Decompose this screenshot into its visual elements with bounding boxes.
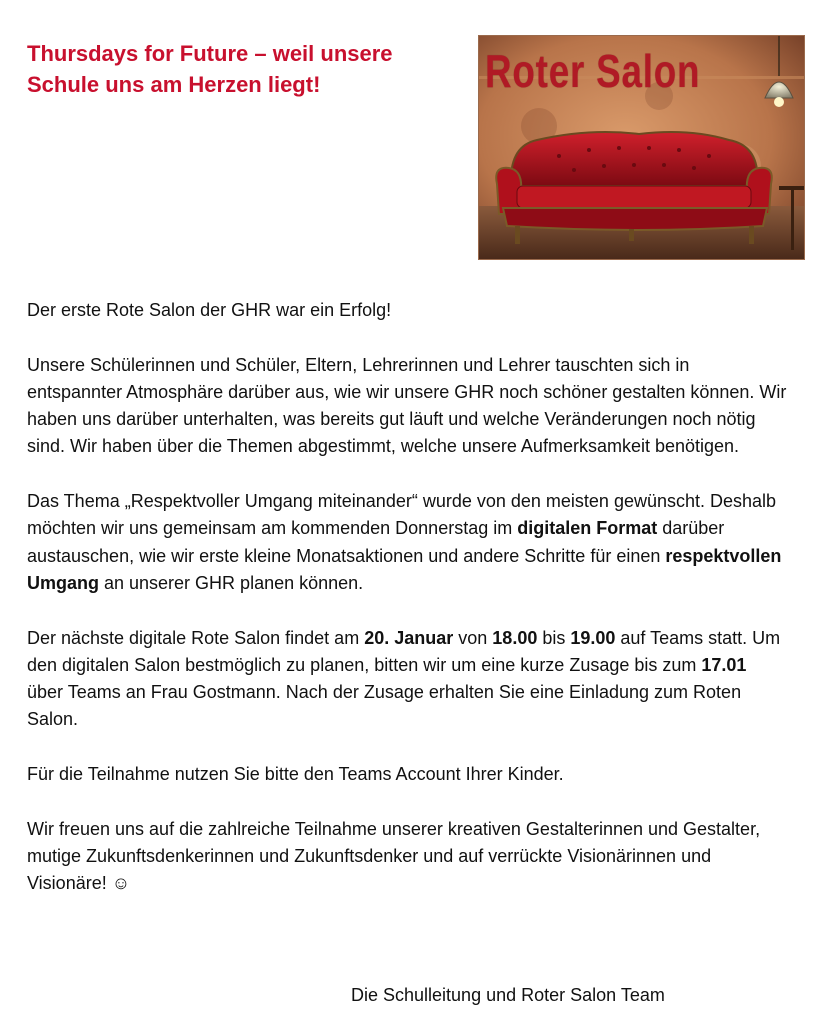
paragraph-exchange: Unsere Schülerinnen und Schüler, Eltern, Lehrerinnen und Lehrer tauschten sich in entspannter Atmosphäre darüber aus, wie wir unsere GHR noch schöner gestalten können. Wir haben uns darüber unterhalten, was bereits gut läuft und welche Veränderungen noch nötig sind. Wir haben über die Themen abgestimmt, welche unsere Aufmerksamkeit benötigen. <box>27 354 787 457</box>
text-segment: bis <box>537 627 571 648</box>
text-segment: von <box>453 627 493 648</box>
text-segment: Das Thema „Respektvoller Umgang miteinander“ wurde von den meisten gewünscht. Deshalb möchten wir uns gemeinsam am kommenden Donnerstag im <box>27 491 777 539</box>
bold-start-time: 18.00 <box>492 627 538 648</box>
text-segment: an unserer GHR planen können. <box>99 572 364 593</box>
bold-end-time: 19.00 <box>570 627 616 648</box>
bold-respectful-dealing: respektvollen Umgang <box>27 545 782 593</box>
paragraph-teams-account: Für die Teilnahme nutzen Sie bitte den Teams Account Ihrer Kinder. <box>27 764 564 785</box>
paragraph-intro: Der erste Rote Salon der GHR war ein Erfolg! <box>27 300 392 320</box>
bold-digital-format: digitalen Format <box>517 518 658 539</box>
bold-deadline: 17.01 <box>701 654 747 675</box>
text-segment: über Teams an Frau Gostmann. Nach der Zusage erhalten Sie eine Einladung zum Roten Salon. <box>27 682 742 730</box>
paragraph-closing: Wir freuen uns auf die zahlreiche Teilnahme unserer kreativen Gestalterinnen und Gestalter, mutige Zukunftsdenkerinnen und Zukunftsdenker und auf verrückte Visionärinnen und Visionäre! ☺ <box>27 818 761 894</box>
headline-line-2: Schule uns am Herzen liegt! <box>27 72 321 97</box>
headline <box>27 38 467 100</box>
roter-salon-photo <box>478 35 805 260</box>
bold-date: 20. Januar <box>364 627 454 648</box>
text-segment: auf Teams statt. Um den digitalen Salon bestmöglich zu planen, bitten wir um eine kurze Zusage bis zum <box>27 627 781 675</box>
roter-salon-logo-text: Roter Salon <box>485 45 701 97</box>
headline-line-1: Thursdays for Future – weil unsere <box>27 41 393 66</box>
paragraph-topic <box>27 488 787 597</box>
signature: Die Schulleitung und Roter Salon Team <box>351 985 665 1005</box>
text-segment: darüber austauschen, wie wir erste kleine Monatsaktionen und andere Schritte für einen <box>27 518 725 566</box>
paragraph-next-salon <box>27 625 787 734</box>
letter-body <box>27 297 787 925</box>
text-segment: Der nächste digitale Rote Salon findet am <box>27 627 365 648</box>
